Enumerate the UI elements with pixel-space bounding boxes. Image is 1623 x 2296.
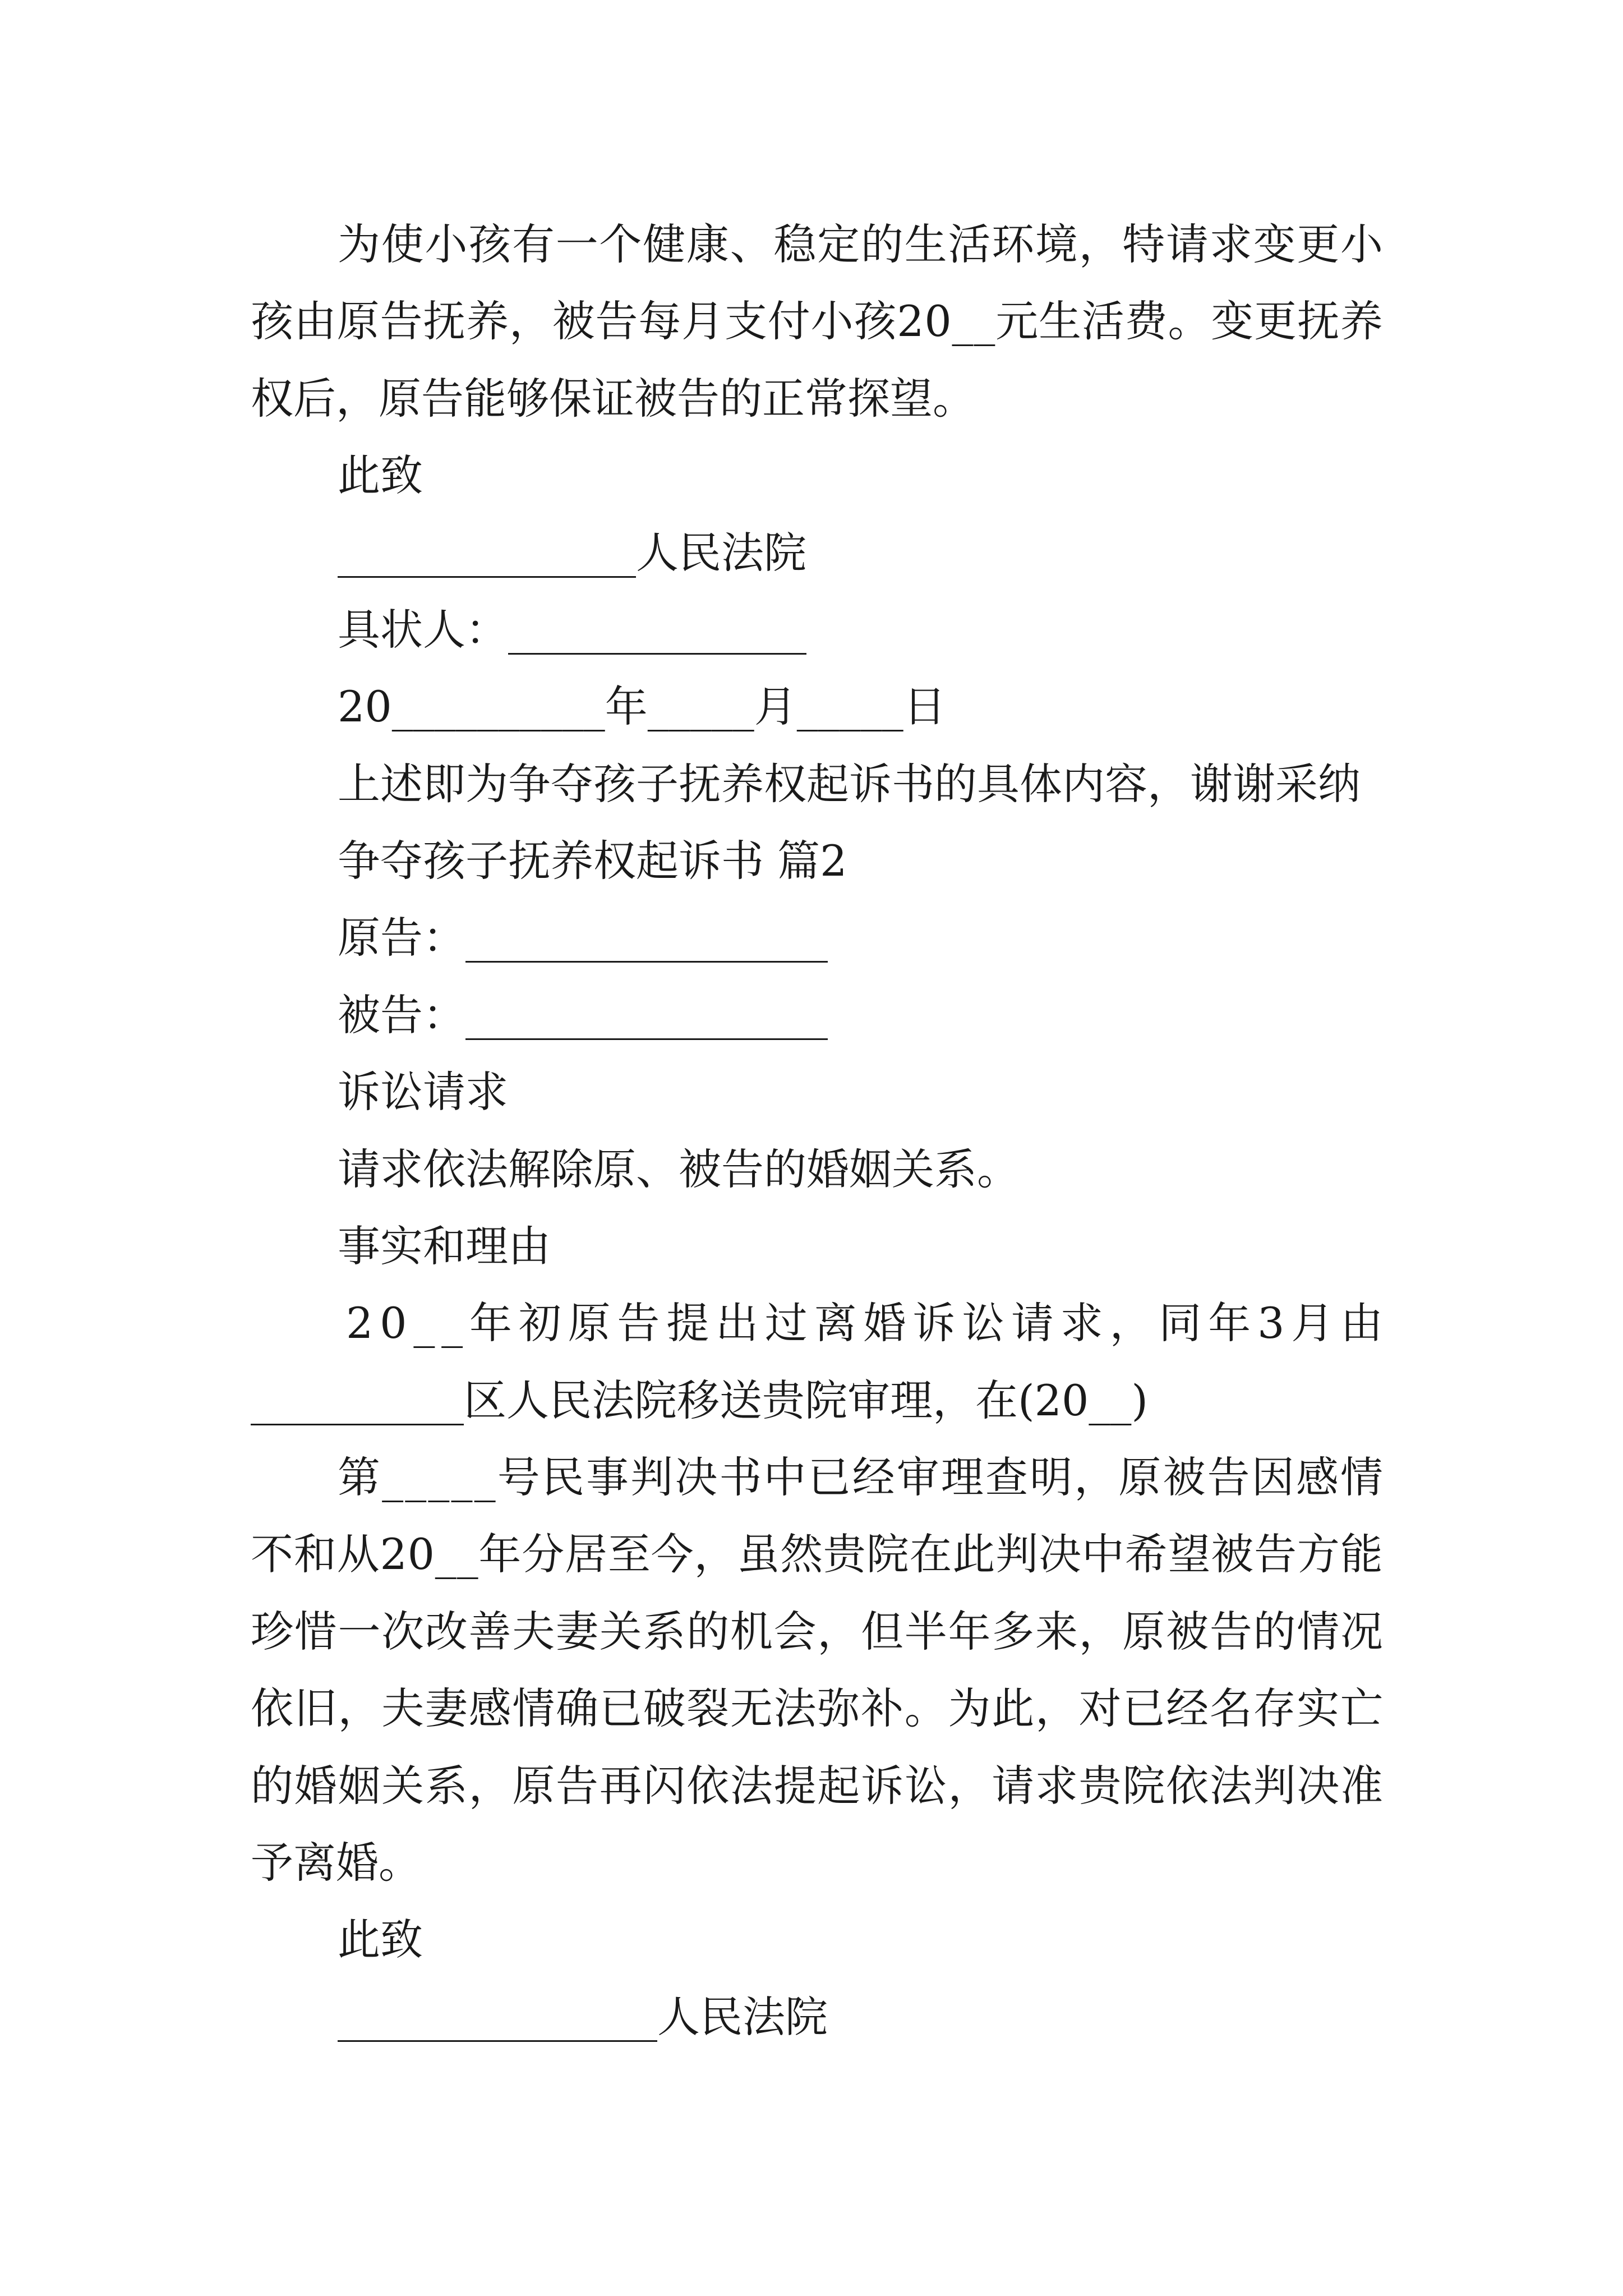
paragraph-line: 的婚姻关系，原告再闪依法提起诉讼，请求贵院依法判决准 <box>251 1761 1384 1811</box>
date-line: 20__________年_____月_____日 <box>338 682 946 731</box>
salutation: 此致 <box>338 450 423 500</box>
paragraph-line: 予离婚。 <box>251 1838 421 1888</box>
paragraph-line: 不和从20__年分居至今，虽然贵院在此判决中希望被告方能 <box>251 1529 1384 1579</box>
heading-facts: 事实和理由 <box>338 1221 551 1271</box>
paragraph-line: 权后，原告能够保证被告的正常探望。 <box>251 374 975 424</box>
paragraph-line: 珍惜一次改善夫妻关系的机会，但半年多来，原被告的情况 <box>251 1607 1384 1657</box>
heading-claims: 诉讼请求 <box>338 1067 508 1117</box>
paragraph-line: 孩由原告抚养，被告每月支付小孩20__元生活费。变更抚养 <box>251 296 1384 346</box>
plaintiff-signature-line: 具状人：______________ <box>338 605 806 655</box>
paragraph-line: __________区人民法院移送贵院审理，在(20__) <box>251 1375 1149 1425</box>
paragraph-line: 为使小孩有一个健康、稳定的生活环境，特请求变更小 <box>338 219 1384 269</box>
section-title: 争夺孩子抚养权起诉书 篇2 <box>338 836 847 886</box>
summary-line: 上述即为争夺孩子抚养权起诉书的具体内容，谢谢采纳 <box>338 759 1361 809</box>
paragraph-line: 依旧，夫妻感情确已破裂无法弥补。为此，对已经名存实亡 <box>251 1683 1384 1733</box>
plaintiff-field: 原告：_________________ <box>338 913 828 963</box>
salutation: 此致 <box>338 1915 423 1964</box>
claims-text: 请求依法解除原、被告的婚姻关系。 <box>338 1144 1020 1194</box>
defendant-field: 被告：_________________ <box>338 990 828 1040</box>
court-line: ______________人民法院 <box>338 528 806 578</box>
court-line: _______________人民法院 <box>338 1992 828 2042</box>
paragraph-line: 20__年初原告提出过离婚诉讼请求，同年3月由 <box>346 1298 1390 1348</box>
paragraph-line: 第_____号民事判决书中已经审理查明，原被告因感情 <box>338 1452 1385 1502</box>
